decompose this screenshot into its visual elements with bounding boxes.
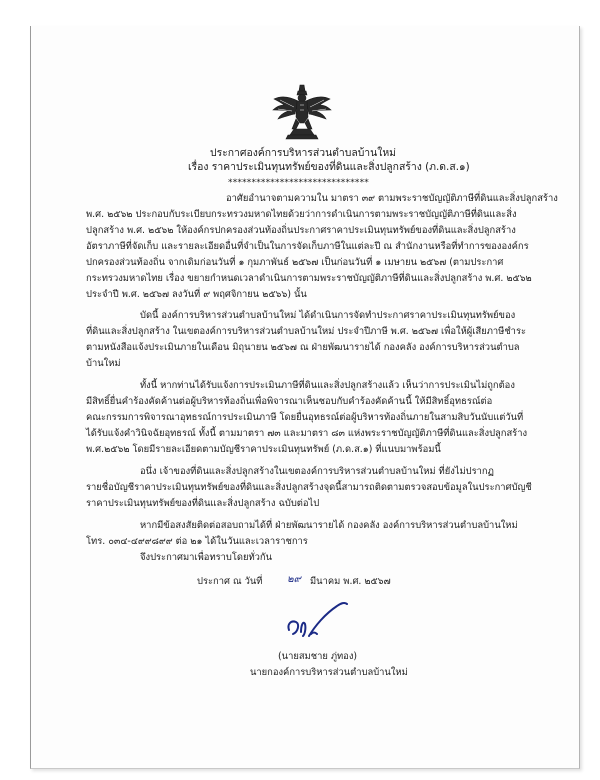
paragraph-line: ทั้งนี้ หากท่านได้รับแจ้งการประเมินภาษีที่ดินและสิ่งปลูกสร้างแล้ว เห็นว่าการประเมินไม่ถูกต้อง — [140, 380, 515, 391]
paragraph-line: หากมีข้อสงสัยติดต่อสอบถามได้ที่ ฝ่ายพัฒนารายได้ กองคลัง องค์การบริหารส่วนตำบลบ้านใหม่ — [140, 520, 518, 531]
paragraph-line: พ.ศ.๒๕๖๒ โดยมีรายละเอียดตามบัญชีราคาประเมินทุนทรัพย์ (ภ.ด.ส.๑) ที่แนบมาพร้อมนี้ — [86, 444, 441, 455]
garuda-emblem-icon — [270, 83, 334, 143]
announce-date-prefix: ประกาศ ณ วันที่ — [197, 576, 263, 587]
paragraph-line: อาศัยอำนาจตามความใน มาตรา ๓๙ ตามพระราชบัญญัติภาษีที่ดินและสิ่งปลูกสร้าง — [226, 193, 558, 204]
paragraph-line: ที่ดินและสิ่งปลูกสร้าง ในเขตองค์การบริหารส่วนตำบลบ้านใหม่ ประจำปีภาษี พ.ศ. ๒๕๖๗ เพื่อให้ผู้เสียภาษีชำระ — [86, 326, 527, 337]
separator-line: ****************************** — [228, 178, 369, 188]
paragraph-line: พ.ศ. ๒๕๖๒ ประกอบกับระเบียบกระทรวงมหาดไทยด้วยว่าการดำเนินการตามพระราชบัญญัติภาษีที่ดินและสิ่ง — [86, 209, 517, 220]
paragraph-line: ได้รับแจ้งคำวินิจฉัยอุทธรณ์ ทั้งนี้ ตามมาตรา ๗๓ และมาตรา ๘๓ แห่งพระราชบัญญัติภาษีที่ดินและสิ่งปลูกสร้าง — [86, 428, 528, 439]
paragraph-line: อัตราภาษีที่จัดเก็บ และรายละเอียดอื่นที่จำเป็นในการจัดเก็บภาษีในแต่ละปี ณ สำนักงานหรือที่ทำการขององค์กร — [86, 241, 529, 252]
paragraph-line: กระทรวงมหาดไทย เรื่อง ขยายกำหนดเวลาดำเนินการตามพระราชบัญญัติภาษีที่ดินและสิ่งปลูกสร้าง พ.ศ. ๒๕๖๒ — [86, 273, 532, 284]
signer-title: นายกองค์การบริหารส่วนตำบลบ้านใหม่ — [250, 667, 408, 678]
announce-day: ๒๙ — [287, 574, 301, 585]
paragraph-line: ตามหนังสือแจ้งประเมินภายในเดือน มิถุนายน ๒๕๖๗ ณ ฝ่ายพัฒนารายได้ กองคลัง องค์การบริหารส่วนตำบล — [86, 342, 520, 353]
announce-date-suffix: มีนาคม พ.ศ. ๒๕๖๗ — [310, 576, 391, 587]
paragraph-line: ปกครองส่วนท้องถิ่น จากเดิมก่อนวันที่ ๑ กุมภาพันธ์ ๒๕๖๗ เป็นก่อนวันที่ ๑ เมษายน ๒๕๖๗ (ตามประกาศ — [86, 257, 504, 268]
paragraph-line: บัดนี้ องค์การบริหารส่วนตำบลบ้านใหม่ ได้ดำเนินการจัดทำประกาศราคาประเมินทุนทรัพย์ของ — [140, 310, 516, 321]
paragraph-line: อนึ่ง เจ้าของที่ดินและสิ่งปลูกสร้างในเขตองค์การบริหารส่วนตำบลบ้านใหม่ ที่ยังไม่ปรากฏ — [140, 466, 494, 477]
paragraph-line: ปลูกสร้าง พ.ศ. ๒๕๖๒ ให้องค์กรปกครองส่วนท้องถิ่นประกาศราคาประเมินทุนทรัพย์ของที่ดินและสิ่งปลูกสร้าง — [86, 225, 516, 236]
paragraph-line: มีสิทธิ์ยื่นคำร้องคัดค้านต่อผู้บริหารท้องถิ่นเพื่อพิจารณาเห็นชอบกับคำร้องคัดค้านนี้ ให้มีสิทธิ์อุทธรณ์ต่อ — [86, 396, 493, 407]
paragraph-line: คณะกรรมการพิจารณาอุทธรณ์การประเมินภาษี โดยยื่นอุทธรณ์ต่อผู้บริหารท้องถิ่นภายในสามสิบวันนับแต่วันที่ — [86, 412, 524, 423]
paragraph-line: ราคาประเมินทุนทรัพย์ของที่ดินและสิ่งปลูกสร้าง ฉบับต่อไป — [86, 498, 320, 509]
paragraph-line: ประจำปี พ.ศ. ๒๕๖๗ ลงวันที่ ๙ พฤศจิกายน ๒๕๖๖) นั้น — [86, 289, 307, 300]
paragraph-line: โทร. ๐๓๔-๔๙๙๘๙๙ ต่อ ๒๑ ได้ในวันและเวลาราชการ — [86, 536, 308, 547]
document-heading: ประกาศองค์การบริหารส่วนตำบลบ้านใหม่ — [210, 147, 397, 159]
paragraph-line: รายชื่อบัญชีราคาประเมินทุนทรัพย์ของที่ดินและสิ่งปลูกสร้างจุดนี้สามารถติดตามตรวจสอบข้อมูลในประกาศบัญชี — [86, 482, 532, 493]
handwritten-signature-icon — [281, 598, 351, 644]
signer-name: (นายสมชาย ภู่ทอง) — [278, 651, 358, 662]
document-subject: เรื่อง ราคาประเมินทุนทรัพย์ของที่ดินและสิ่งปลูกสร้าง (ภ.ด.ส.๑) — [188, 161, 470, 173]
closing-line: จึงประกาศมาเพื่อทราบโดยทั่วกัน — [140, 552, 273, 563]
paragraph-line: บ้านใหม่ — [86, 358, 121, 369]
